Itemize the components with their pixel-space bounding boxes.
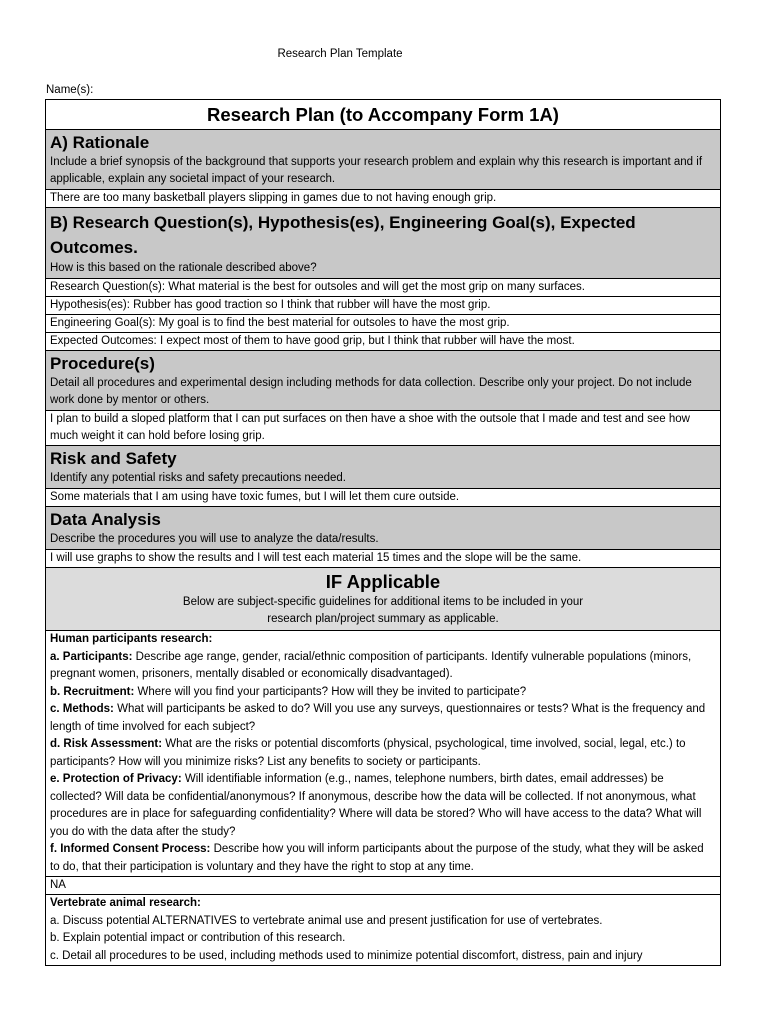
rationale-answer[interactable]: There are too many basketball players slipping in games due to not having enough grip. (46, 190, 720, 208)
procedure-answer[interactable]: I plan to build a sloped platform that I can put surfaces on then have a shoe with the outsole that I made and test and see how much weight it can hold before losing grip. (46, 411, 720, 446)
if-applicable-line-1: Below are subject-specific guidelines for additional items to be included in your (182, 596, 584, 608)
human-item-d (50, 736, 716, 771)
analysis-answer[interactable]: I will use graphs to show the results and I will test each material 15 times and the slope will be the same. (46, 550, 720, 568)
engineering-goal-answer[interactable]: Engineering Goal(s): My goal is to find the best material for outsoles to have the most grip. (46, 315, 720, 333)
hypothesis-answer[interactable]: Hypothesis(es): Rubber has good traction so I think that rubber will have the most grip. (46, 297, 720, 315)
if-applicable-section (46, 568, 720, 631)
human-item-e (50, 771, 716, 841)
question-section (46, 208, 720, 279)
risk-section (46, 446, 720, 489)
vertebrate-heading: Vertebrate animal research: (50, 897, 201, 909)
if-applicable-heading: IF Applicable (325, 571, 441, 592)
vertebrate-item-a: a. Discuss potential ALTERNATIVES to vertebrate animal use and present justification for use of vertebrates. (50, 914, 603, 927)
human-item-a (50, 649, 716, 684)
procedure-section (46, 351, 720, 411)
document-title: Research Plan Template (277, 48, 403, 60)
human-a-label: a. Participants: (50, 650, 133, 663)
expected-outcomes-answer[interactable]: Expected Outcomes: I expect most of them to have good grip, but I think that rubber will have the most. (46, 333, 720, 351)
human-a-text: Describe age range, gender, racial/ethnic composition of participants. Identify vulnerable populations (minors, pregnant women, prisoners, mentally disabled or economically disadvantaged). (50, 650, 692, 680)
human-f-label: f. Informed Consent Process: (50, 843, 211, 855)
human-e-label: e. Protection of Privacy: (50, 773, 182, 785)
risk-answer[interactable]: Some materials that I am using have toxic fumes, but I will let them cure outside. (46, 489, 720, 507)
human-c-text: What will participants be asked to do? Will you use any surveys, questionnaires or tests? What is the frequency and length of time involved for each subject? (50, 703, 706, 733)
analysis-heading: Data Analysis (50, 510, 161, 529)
analysis-section (46, 507, 720, 550)
human-b-label: b. Recruitment: (50, 685, 135, 698)
rationale-heading: A) Rationale (50, 133, 150, 152)
research-question-answer[interactable]: Research Question(s): What material is the best for outsoles and will get the most grip on many surfaces. (46, 279, 720, 297)
human-e-text: Will identifiable information (e.g., names, telephone numbers, birth dates, email addresses) be collected? Will data be confidential/anonymous? If anonymous, describe how the data will be collected. If not anonymous, what procedures are in place for safeguarding confidentiality? Where will data be stored? Who will have access to the data? What will you do with the data after the study? (50, 773, 702, 838)
human-b-text: Where will you find your participants? How will they be invited to participate? (134, 685, 527, 698)
risk-heading: Risk and Safety (50, 449, 177, 468)
procedure-description: Detail all procedures and experimental design including methods for data collection. Describe only your project. Do not include work done by mentor or others. (50, 377, 692, 406)
human-item-c (50, 701, 716, 736)
human-item-b (50, 684, 716, 702)
human-answer[interactable]: NA (46, 877, 720, 895)
human-heading: Human participants research: (50, 633, 213, 645)
human-d-text: What are the risks or potential discomforts (physical, psychological, time involved, social, legal, etc.) to participants? How will you minimize risks? List any benefits to society or participants. (50, 738, 686, 768)
names-label: Name(s): (46, 84, 94, 96)
plan-title: Research Plan (to Accompany Form 1A) (46, 100, 720, 130)
human-f-text: Describe how you will inform participants about the purpose of the study, what they will be asked to do, that their participation is voluntary and they have the right to stop at any time. (50, 843, 704, 873)
question-heading: B) Research Question(s), Hypothesis(es), Engineering Goal(s), Expected Outcomes. (50, 213, 636, 257)
procedure-heading: Procedure(s) (50, 354, 155, 373)
if-applicable-line-2: research plan/project summary as applicable. (267, 613, 499, 625)
human-c-label: c. Methods: (50, 703, 114, 715)
vertebrate-section (46, 895, 720, 965)
rationale-description: Include a brief synopsis of the background that supports your research problem and explain why this research is important and if applicable, explain any societal impact of your research. (50, 156, 703, 185)
research-plan-table (45, 99, 721, 966)
human-participants-section (46, 631, 720, 877)
risk-description: Identify any potential risks and safety precautions needed. (50, 472, 346, 484)
human-d-label: d. Risk Assessment: (50, 738, 163, 750)
question-description: How is this based on the rationale described above? (50, 262, 317, 274)
analysis-description: Describe the procedures you will use to analyze the data/results. (50, 533, 379, 545)
vertebrate-item-c: c. Detail all procedures to be used, including methods used to minimize potential discomfort, distress, pain and injury (50, 949, 643, 962)
vertebrate-item-b: b. Explain potential impact or contribution of this research. (50, 932, 346, 944)
rationale-section (46, 130, 720, 190)
human-item-f (50, 841, 716, 876)
